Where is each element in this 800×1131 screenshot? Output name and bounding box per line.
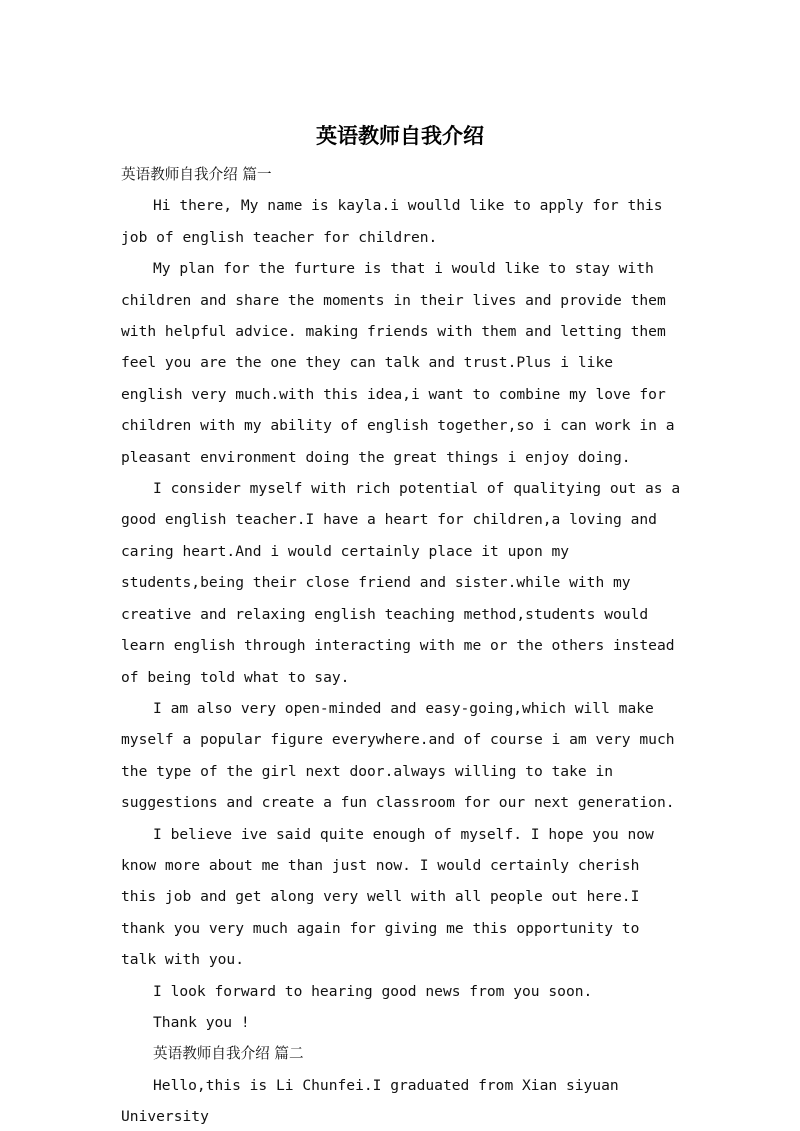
paragraph-look-forward: I look forward to hearing good news from you soon. [153, 982, 593, 1000]
paragraph-intro: Hi there, My name is kayla.i woulld like to apply for this job of english teacher for children. [121, 197, 672, 246]
paragraph-personality: I am also very open-minded and easy-going,which will make myself a popular figure everywhere.and of course i am very much the type of the girl next door.always willing to take in suggestions and create a fun classroom for our next generation. [121, 699, 684, 812]
paragraph-potential: I consider myself with rich potential of qualitying out as a good english teacher.I have a heart for children,a loving and caring heart.And i would certainly place it upon my students,being their close friend and sister.while with my creative and relaxing english teaching method,students would learn english through interacting with me or the others instead of being told what to say. [121, 480, 689, 686]
paragraph-plan: My plan for the furture is that i would like to stay with children and share the moments in their lives and provide them with helpful advice. making friends with them and letting them feel you are the one they can talk and trust.Plus i like english very much.with this idea,i want to combine my love for children with my ability of english together,so i can work in a pleasant environment doing the great things i enjoy doing. [121, 260, 684, 466]
section-heading-1: 英语教师自我介绍 篇一 [121, 166, 272, 183]
section-heading-2: 英语教师自我介绍 篇二 [153, 1045, 304, 1063]
document-body [121, 159, 689, 1131]
paragraph-closing: I believe ive said quite enough of myself. I hope you now know more about me than just now. I would certainly cherish this job and get along very well with all people out here.I thank you very much again for giving me this opportunity to talk with you. [121, 825, 663, 969]
document-title: 英语教师自我介绍 [316, 124, 484, 148]
paragraph-section2-start: Hello,this is Li Chunfei.I graduated from Xian siyuan University [121, 1076, 628, 1126]
paragraph-thank-you: Thank you ! [153, 1013, 250, 1031]
